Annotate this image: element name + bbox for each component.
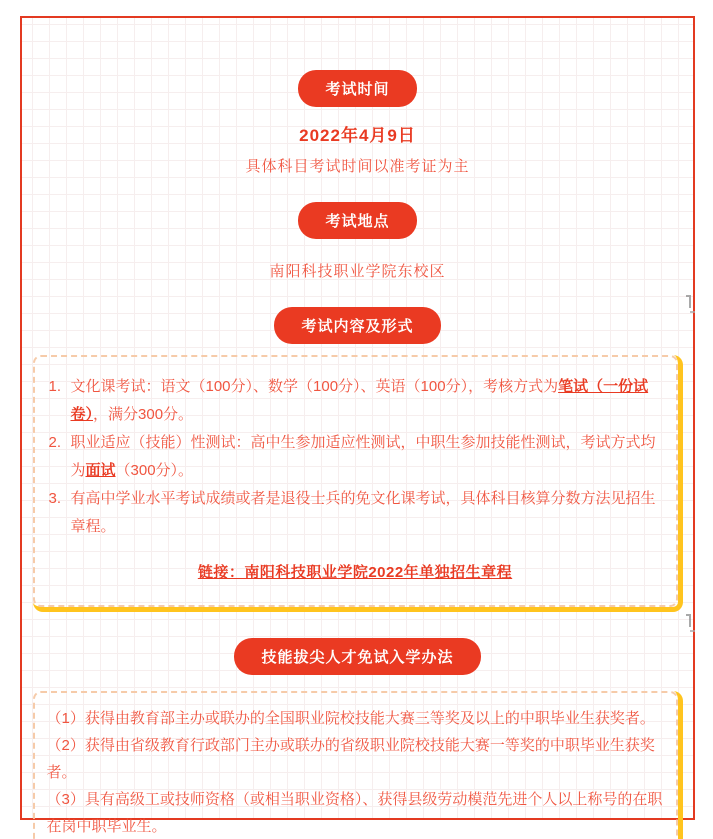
list-item: （2）获得由省级教育行政部门主办或联办的省级职业院校技能大赛一等奖的中职毕业生获奖者。 <box>46 737 655 781</box>
list-item <box>49 485 662 541</box>
charter-link[interactable]: 链接：南阳科技职业学院2022年单独招生章程 <box>197 564 513 581</box>
exam-content-list <box>33 355 678 607</box>
section-heading-exam-time: 考试时间 <box>298 70 416 107</box>
list-item: （1）获得由教育部主办或联办的全国职业院校技能大赛三等奖及以上的中职毕业生获奖者。 <box>46 710 655 727</box>
list-item-number: 3. <box>48 490 62 507</box>
list-item-number: 1. <box>48 378 62 395</box>
section-heading-exemption: 技能拔尖人才免试入学办法 <box>234 638 480 675</box>
list-item-number: 2. <box>48 434 62 451</box>
exam-date-note: 具体科目考试时间以准考证为主 <box>245 158 470 175</box>
section-heading-exam-location: 考试地点 <box>298 202 416 239</box>
charter-link-row <box>49 559 662 587</box>
exam-content-box <box>33 355 683 612</box>
exam-venue: 南阳科技职业学院东校区 <box>269 263 446 280</box>
exemption-box <box>33 691 683 839</box>
list-item <box>49 373 662 429</box>
exam-date: 2022年4月9日 <box>299 126 416 145</box>
emphasized-text: 笔试（一份试卷） <box>70 378 649 423</box>
list-item-text: 文化课考试：语文（100分）、数学（100分）、英语（100分），考核方式为笔试（一份试卷），满分300分。 <box>70 378 649 423</box>
emphasized-text: 面试 <box>85 462 116 479</box>
edge-artifact <box>686 612 694 634</box>
exemption-list <box>33 691 678 839</box>
article-frame <box>20 16 695 835</box>
list-item-text: 职业适应（技能）性测试：高中生参加适应性测试，中职生参加技能性测试，考试方式均为面试（300分）。 <box>70 434 656 479</box>
section-heading-exam-content: 考试内容及形式 <box>274 307 440 344</box>
list-item: （3）具有高级工或技师资格（或相当职业资格）、获得县级劳动模范先进个人以上称号的在职在岗中职毕业生。 <box>46 791 663 835</box>
list-item-text: 有高中学业水平考试成绩或者是退役士兵的免文化课考试，具体科目核算分数方法见招生章程。 <box>70 490 656 535</box>
list-item <box>49 429 662 485</box>
edge-artifact <box>686 293 694 315</box>
